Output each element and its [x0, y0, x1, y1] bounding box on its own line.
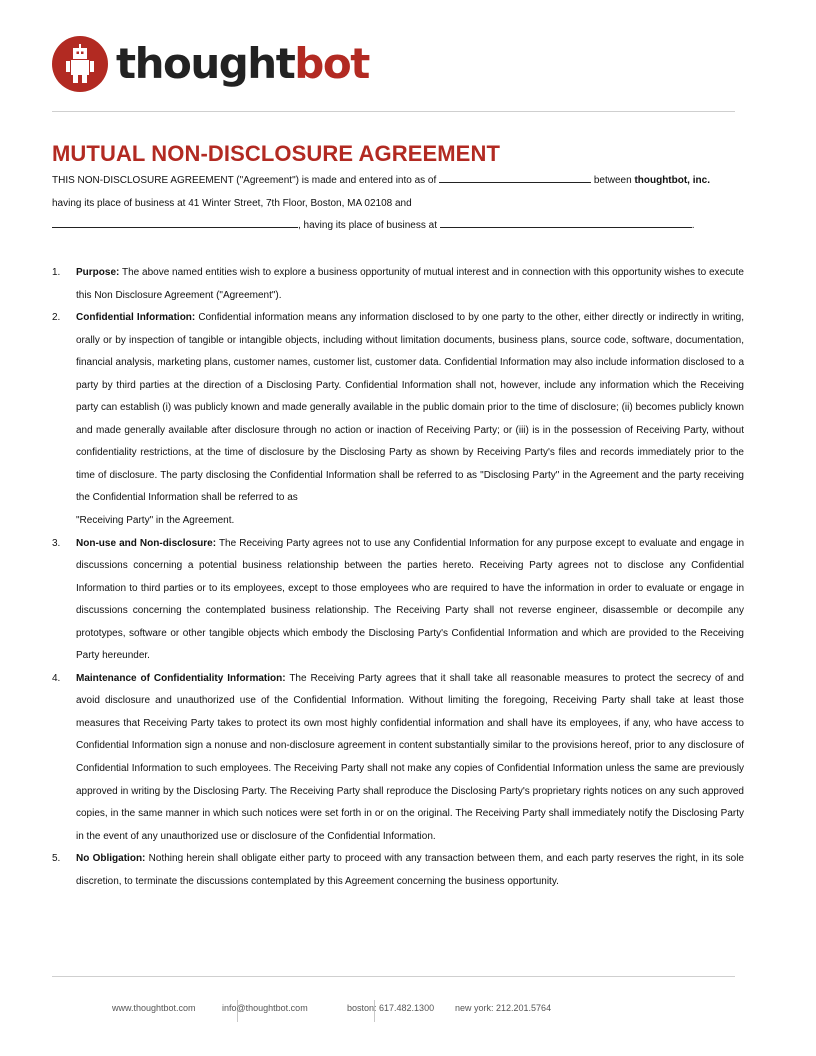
header-divider — [52, 111, 735, 112]
intro-paragraph — [52, 170, 742, 238]
clause-text-continued: "Receiving Party" in the Agreement. — [76, 515, 235, 527]
logo-word-thought: thought — [116, 39, 295, 88]
clause-text: The Receiving Party agrees not to use any Confidential Information for any purpose except to evaluate and engage in discussions concerning a potential business relationship between the parties hereto. Receiving Party agrees not to disclose any Confidential Information to third parties or to its employees, except to those employees who are required to have the information in order to evaluate or engage in discussions concerning the contemplated business relationship. The Receiving Party shall not reverse engineer, disassemble or decompile any prototypes, software or other tangible objects which embody the Disclosing Party's Confidential Information and which are provided to the Receiving Party hereunder. — [76, 537, 745, 662]
clause-heading: Non-use and Non-disclosure: — [76, 537, 217, 549]
footer-divider — [52, 976, 735, 977]
clause-purpose — [52, 262, 744, 307]
footer — [0, 1003, 816, 1019]
clause-heading: Purpose: — [76, 267, 120, 278]
clause-number: 3. — [52, 537, 61, 549]
date-blank — [439, 173, 591, 183]
logo-wordmark — [116, 38, 369, 90]
clause-heading: Confidential Information: — [76, 312, 196, 324]
party-name: thoughtbot, inc. — [634, 175, 710, 186]
intro-text-1: THIS NON-DISCLOSURE AGREEMENT ("Agreement") is made and entered into as of — [52, 175, 437, 186]
clause-text: The above named entities wish to explore a business opportunity of mutual interest and in connection with this opportunity wishes to execute this Non Disclosure Agreement ("Agreement"). — [76, 267, 744, 301]
clause-number: 1. — [52, 267, 61, 278]
party-name-blank — [52, 218, 298, 228]
clause-number: 2. — [52, 312, 61, 324]
clause-text: Confidential information means any information disclosed to by one party to the other, either directly or indirectly in writing, orally or by inspection of tangible or intangible objects, including without limitation documents, business plans, source code, software, documentation, financial analysis, marketing plans, customer names, customer list, customer data. Confidential Information may also include information disclosed to a party by third parties at the direction of a Disclosing Party. Confidential Information shall not, however, include any information which the Receiving party can establish (i) was publicly known and made generally available in the public domain prior to the time of disclosure; (ii) becomes publicly known and made generally available after disclosure through no action or inaction of Receiving Party; or (iii) is in the possession of Receiving Party, without confidentiality restrictions, at the time of disclosure by the Disclosing Party as shown by Receiving Party's files and records immediately prior to the time of disclosure. The party disclosing the Confidential Information shall be referred to as "Disclosing Party" in the Agreement and the party receiving the Confidential Information shall be referred to as — [76, 312, 744, 504]
footer-newyork-phone: new york: 212.201.5764 — [455, 1003, 552, 1013]
clause-text: Nothing herein shall obligate either party to proceed with any transaction between them, and each party reserves the right, in its sole discretion, to terminate the discussions contemplated by this Agreement concerning the business opportunity. — [76, 853, 744, 887]
intro-text-5: . — [691, 220, 695, 232]
clause-confidential-information — [52, 307, 744, 532]
clause-maintenance — [52, 668, 744, 848]
intro-text-3: having its place of business at 41 Winter Street, 7th Floor, Boston, MA 02108 and — [52, 197, 412, 209]
intro-text-4: , having its place of business at — [298, 220, 437, 232]
footer-website: www.thoughtbot.com — [112, 1003, 196, 1013]
clause-number: 4. — [52, 672, 61, 684]
clause-number: 5. — [52, 853, 61, 865]
clause-text: The Receiving Party agrees that it shall take all reasonable measures to protect the secrecy of and avoid disclosure and unauthorized use of the Confidential Information. Without limiting the foregoing, Receiving Party shall take at least those measures that Receiving Party takes to protect its own most highly confidential information and shall have its employees, if any, who have access to Confidential Information sign a nonuse and non-disclosure agreement in content substantially similar to the provisions hereof, prior to any disclosure of Confidential Information to such employees. The Receiving Party shall not make any copies of Confidential Information unless the same are previously approved in writing by the Disclosing Party. The Receiving Party shall reproduce the Disclosing Party's proprietary rights notices on any such approved copies, in the same manner in which such notices were set forth in or on the original. The Receiving Party shall immediately notify the Disclosing Party in the event of any unauthorized use or disclosure of the Confidential Information. — [76, 672, 744, 842]
clause-non-use — [52, 533, 744, 668]
footer-email: info@thoughtbot.com — [222, 1003, 308, 1013]
address-blank — [440, 218, 692, 228]
logo-word-bot: bot — [294, 39, 369, 88]
clause-list — [52, 262, 744, 893]
clause-no-obligation — [52, 848, 744, 893]
intro-text-2: between — [593, 175, 632, 186]
clause-heading: No Obligation: — [76, 853, 146, 865]
footer-boston-phone: boston: 617.482.1300 — [347, 1003, 435, 1013]
clause-heading: Maintenance of Confidentiality Information: — [76, 672, 286, 684]
robot-icon — [52, 36, 108, 92]
document-title: MUTUAL NON-DISCLOSURE AGREEMENT — [52, 141, 500, 166]
letterhead — [52, 36, 369, 94]
